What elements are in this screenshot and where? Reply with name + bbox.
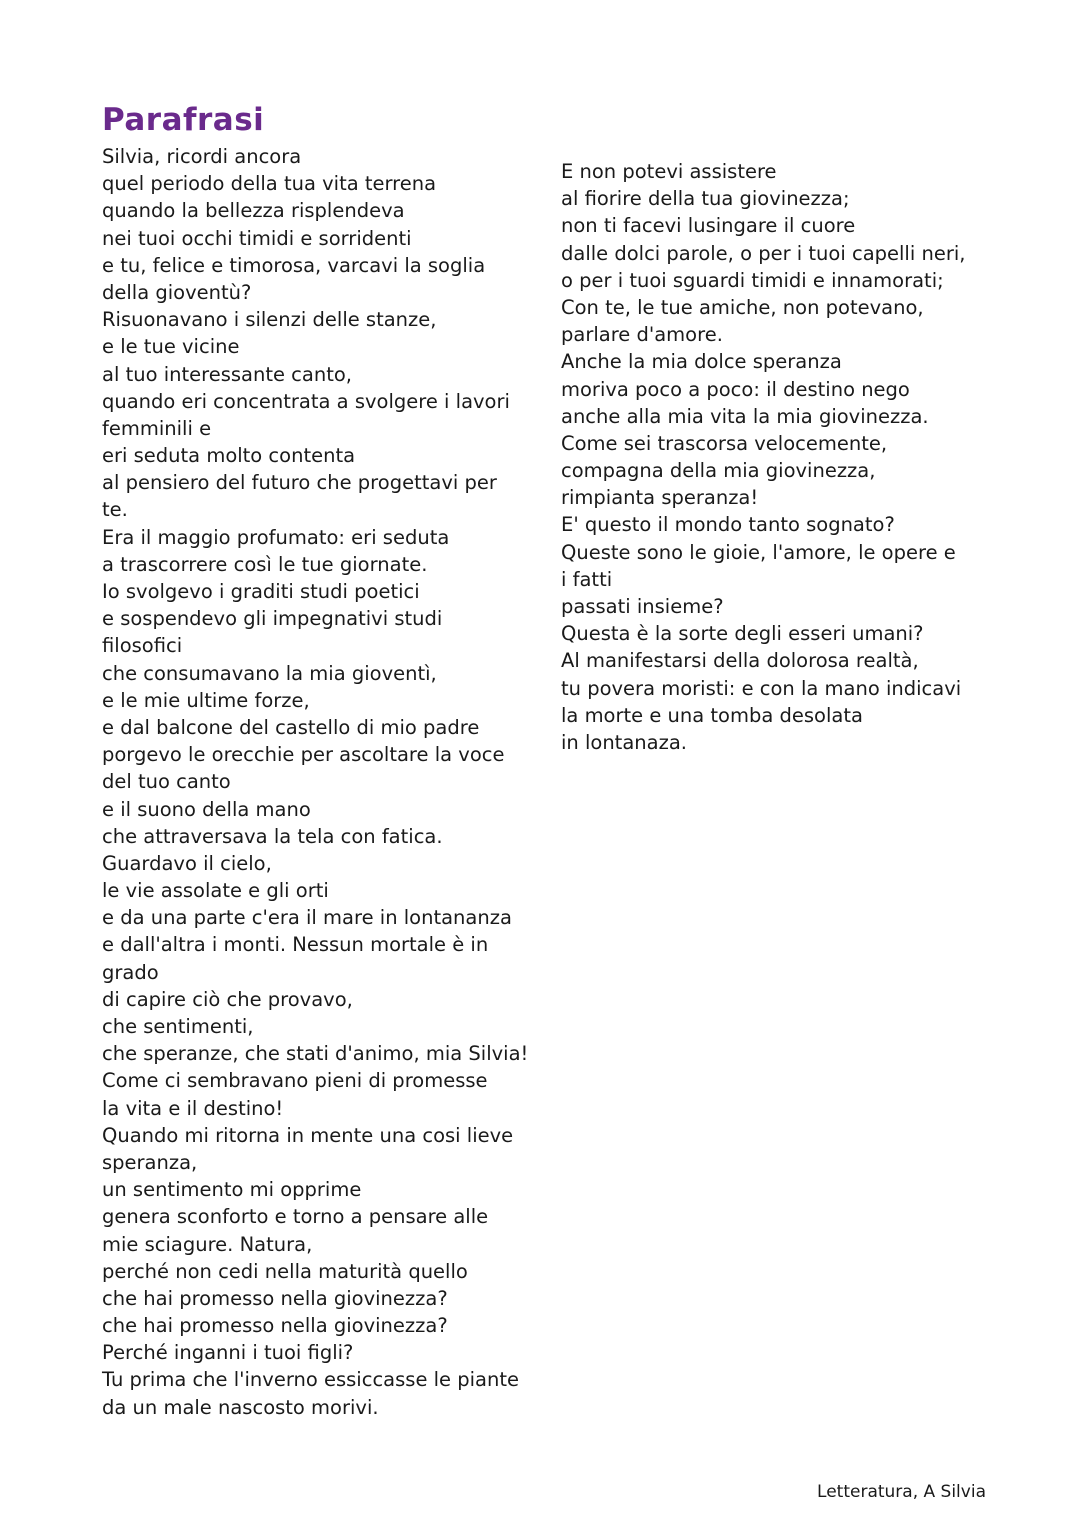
text-line: grado — [102, 960, 159, 984]
text-line: Silvia, ricordi ancora — [102, 145, 302, 168]
text-line: che speranze, che stati d'animo, mia Silvia! — [102, 1042, 529, 1066]
right-column — [561, 158, 981, 756]
text-line: che consumavano la mia gioventì, — [102, 661, 437, 685]
text-line: speranza, — [102, 1150, 198, 1174]
text-line: e dal balcone del castello di mio padre — [102, 715, 480, 739]
text-line: E non potevi assistere — [561, 160, 777, 183]
text-line: te. — [102, 498, 128, 522]
text-line: perché non cedi nella maturità quello — [102, 1259, 468, 1283]
text-line: che sentimenti, — [102, 1015, 254, 1038]
text-line: Come sei trascorsa velocemente, — [561, 431, 888, 455]
text-line: Perché inganni i tuoi figli? — [102, 1341, 354, 1365]
text-line: e le mie ultime forze, — [102, 688, 310, 712]
text-line: al fiorire della tua giovinezza; — [561, 187, 850, 211]
text-line: la morte e una tomba desolata — [561, 703, 863, 727]
text-line: non ti facevi lusingare il cuore — [561, 214, 856, 238]
text-line: anche alla mia vita la mia giovinezza. — [561, 404, 929, 428]
text-line: e tu, felice e timorosa, varcavi la soglia — [102, 253, 486, 277]
text-line: che attraversava la tela con fatica. — [102, 824, 443, 848]
text-line: Tu prima che l'inverno essiccasse le piante — [102, 1368, 519, 1392]
text-line: al pensiero del futuro che progettavi per — [102, 471, 497, 495]
text-line: dalle dolci parole, o per i tuoi capelli neri, — [561, 241, 966, 265]
text-line: nei tuoi occhi timidi e sorridenti — [102, 226, 412, 250]
text-line: e il suono della mano — [102, 797, 311, 821]
text-line: Era il maggio profumato: eri seduta — [102, 525, 450, 549]
text-line: Questa è la sorte degli esseri umani? — [561, 622, 924, 646]
text-line: quando la bellezza risplendeva — [102, 199, 405, 223]
text-line: quel periodo della tua vita terrena — [102, 172, 437, 196]
text-line: da un male nascosto morivi. — [102, 1395, 379, 1419]
page-title: Parafrasi — [102, 102, 265, 138]
text-line: di capire ciò che provavo, — [102, 987, 353, 1011]
text-line: Io svolgevo i graditi studi poetici — [102, 580, 420, 603]
text-line: le vie assolate e gli orti — [102, 879, 329, 903]
text-line: E' questo il mondo tanto sognato? — [561, 513, 895, 537]
text-line: Con te, le tue amiche, non potevano, — [561, 295, 924, 319]
text-line: moriva poco a poco: il destino nego — [561, 377, 910, 401]
text-line: della gioventù? — [102, 280, 252, 304]
text-line: femminili e — [102, 416, 212, 440]
text-line: in lontanaza. — [561, 730, 687, 754]
text-line: e le tue vicine — [102, 335, 240, 359]
text-line: al tuo interessante canto, — [102, 362, 352, 386]
text-line: e dall'altra i monti. Nessun mortale è in — [102, 933, 489, 957]
text-line: Come ci sembravano pieni di promesse — [102, 1069, 488, 1093]
text-line: Quando mi ritorna in mente una cosi lieve — [102, 1123, 514, 1147]
text-line: i fatti — [561, 567, 613, 591]
page-footer: Letteratura, A Silvia — [817, 1482, 986, 1502]
text-line: o per i tuoi sguardi timidi e innamorati; — [561, 268, 944, 292]
text-line: parlare d'amore. — [561, 323, 723, 347]
text-line: porgevo le orecchie per ascoltare la voce — [102, 743, 505, 767]
text-line: e da una parte c'era il mare in lontananza — [102, 906, 512, 930]
text-line: del tuo canto — [102, 770, 231, 794]
text-line: eri seduta molto contenta — [102, 444, 356, 468]
text-line: a trascorrere così le tue giornate. — [102, 552, 428, 576]
text-line: rimpianta speranza! — [561, 486, 759, 510]
text-line: la vita e il destino! — [102, 1096, 284, 1120]
text-line: e sospendevo gli impegnativi studi — [102, 607, 443, 631]
text-line: Queste sono le gioie, l'amore, le opere e — [561, 540, 956, 564]
text-line: quando eri concentrata a svolgere i lavori — [102, 389, 510, 413]
text-line: mie sciagure. Natura, — [102, 1232, 313, 1256]
text-line: filosofici — [102, 634, 183, 658]
left-column — [102, 143, 529, 1421]
text-line: compagna della mia giovinezza, — [561, 459, 876, 483]
text-line: genera sconforto e torno a pensare alle — [102, 1205, 489, 1229]
text-line: un sentimento mi opprime — [102, 1178, 362, 1202]
text-line: che hai promesso nella giovinezza? — [102, 1286, 448, 1310]
text-line: che hai promesso nella giovinezza? — [102, 1314, 448, 1338]
text-line: Risuonavano i silenzi delle stanze, — [102, 308, 437, 332]
text-line: Al manifestarsi della dolorosa realtà, — [561, 649, 919, 673]
text-line: Anche la mia dolce speranza — [561, 350, 842, 374]
text-line: passati insieme? — [561, 595, 724, 618]
text-line: Guardavo il cielo, — [102, 851, 272, 875]
text-line: tu povera moristi: e con la mano indicavi — [561, 676, 962, 700]
